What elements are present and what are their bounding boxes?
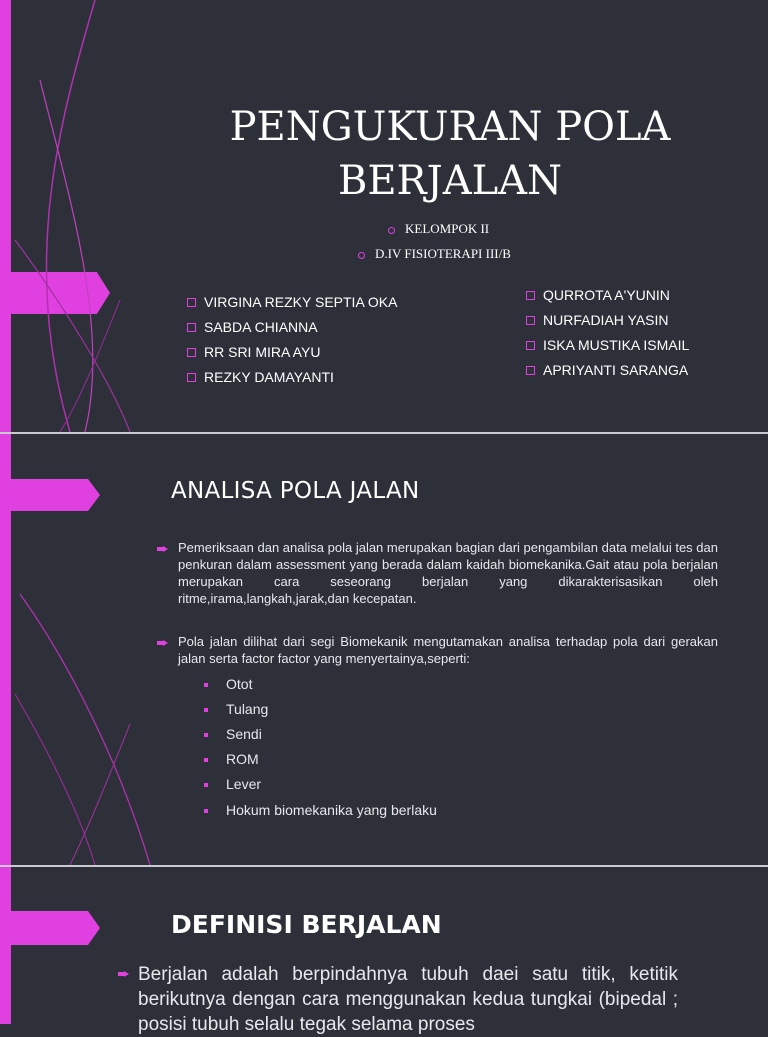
names-right-list <box>526 283 689 383</box>
arrow-bullet-icon <box>118 971 129 977</box>
checkbox-bullet-icon <box>187 348 196 357</box>
paragraph: Pola jalan dilihat dari segi Biomekanik mengutamakan analisa terhadap pola dari gerakan jalan serta factor factor yang menyertainya,seperti: <box>178 634 718 666</box>
list-item <box>526 358 689 383</box>
list-item <box>526 308 689 333</box>
slide-definisi <box>0 867 768 1035</box>
circle-bullet-icon <box>358 252 365 259</box>
square-bullet-icon <box>204 708 208 712</box>
checkbox-bullet-icon <box>187 373 196 382</box>
list-item <box>187 365 397 390</box>
decorative-curves <box>0 0 160 432</box>
slide-analisa <box>0 434 768 865</box>
member-name: VIRGINA REZKY SEPTIA OKA <box>204 294 398 310</box>
subtitle-line: D.IV FISIOTERAPI III/B <box>375 246 511 261</box>
accent-tab <box>0 911 100 945</box>
list-item <box>226 751 259 767</box>
checkbox-bullet-icon <box>187 298 196 307</box>
page-title: PENGUKURAN POLA BERJALAN <box>229 104 671 204</box>
arrow-bullet-icon <box>157 546 168 552</box>
section-heading: ANALISA POLA JALAN <box>171 478 420 504</box>
item-label: Tulang <box>226 701 269 717</box>
subtitle-line: KELOMPOK II <box>405 221 490 236</box>
checkbox-bullet-icon <box>526 291 535 300</box>
list-item <box>187 340 397 365</box>
member-name: REZKY DAMAYANTI <box>204 369 334 385</box>
section-heading: DEFINISI BERJALAN <box>171 910 442 939</box>
member-name: ISKA MUSTIKA ISMAIL <box>543 337 690 353</box>
item-label: Otot <box>226 676 253 692</box>
list-item <box>226 701 268 717</box>
item-label: Sendi <box>226 726 262 742</box>
checkbox-bullet-icon <box>526 366 535 375</box>
subtitle-program <box>358 246 511 262</box>
item-label: Lever <box>226 776 262 792</box>
square-bullet-icon <box>204 733 208 737</box>
member-name: SABDA CHIANNA <box>204 319 318 335</box>
subtitle-group <box>388 221 489 237</box>
list-item <box>526 283 689 308</box>
paragraph: Berjalan adalah berpindahnya tubuh daei satu titik, ketitik berikutnya dengan cara menggunakan kedua tungkai (bipedal ; posisi tubuh selalu tegak selama proses <box>138 964 678 1035</box>
paragraph: Pemeriksaan dan analisa pola jalan merupakan bagian dari pengambilan data melalui tes dan penkuran dalam assessment yang berada dalam kaidah biomekanika.Gait atau pola berjalan merupakan cara seseorang berjalan yang dikarakterisasikan oleh ritme,irama,langkah,jarak,dan kecepatan. <box>178 540 718 606</box>
item-label: ROM <box>226 751 259 767</box>
checkbox-bullet-icon <box>187 323 196 332</box>
list-item <box>226 802 437 818</box>
square-bullet-icon <box>204 683 208 687</box>
item-label: Hokum biomekanika yang berlaku <box>226 802 437 818</box>
slide-title <box>0 0 768 432</box>
member-name: QURROTA A'YUNIN <box>543 287 670 303</box>
list-item <box>187 290 397 315</box>
member-name: APRIYANTI SARANGA <box>543 362 689 378</box>
square-bullet-icon <box>204 783 208 787</box>
square-bullet-icon <box>204 809 208 813</box>
circle-bullet-icon <box>388 227 395 234</box>
checkbox-bullet-icon <box>526 341 535 350</box>
list-item <box>187 315 397 340</box>
checkbox-bullet-icon <box>526 316 535 325</box>
list-item <box>526 333 689 358</box>
member-name: NURFADIAH YASIN <box>543 312 669 328</box>
decorative-curves <box>0 434 160 865</box>
list-item <box>226 676 252 692</box>
names-left-list <box>187 290 397 390</box>
accent-bar <box>0 867 11 1024</box>
list-item <box>226 726 262 742</box>
square-bullet-icon <box>204 758 208 762</box>
member-name: RR SRI MIRA AYU <box>204 344 321 360</box>
list-item <box>226 776 261 792</box>
arrow-bullet-icon <box>157 640 168 646</box>
